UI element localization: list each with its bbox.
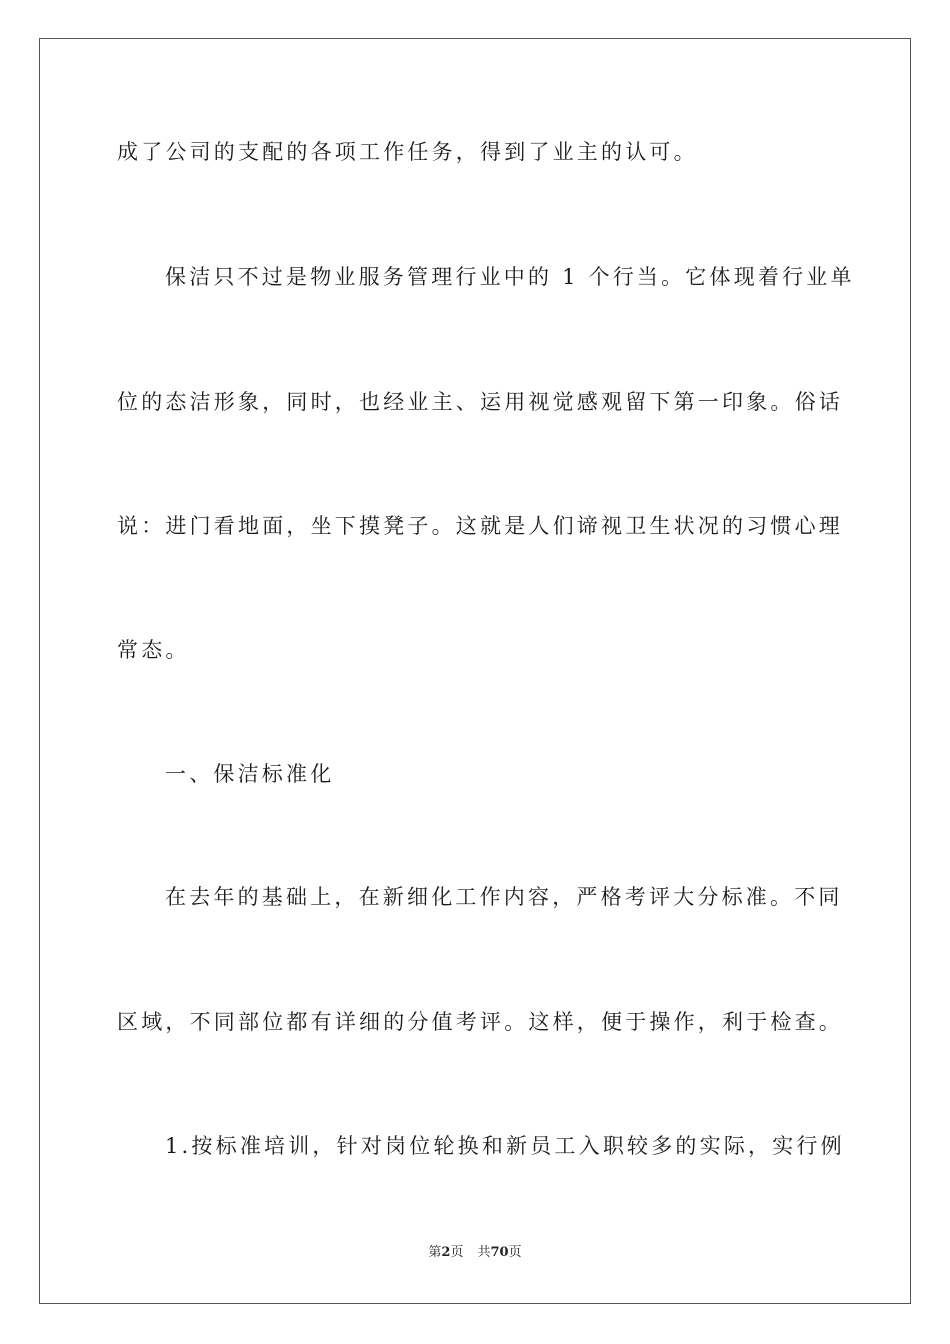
footer-total-suffix: 页 <box>508 1245 522 1260</box>
body-text-line: 在去年的基础上，在新细化工作内容，严格考评大分标准。不同 <box>165 885 843 909</box>
footer-total-pages: 70 <box>490 1245 509 1260</box>
footer-page-suffix: 页 <box>450 1245 464 1260</box>
footer-page-prefix: 第 <box>428 1245 442 1260</box>
body-text-line: 区域，不同部位都有详细的分值考评。这样，便于操作，利于检查。 <box>117 1010 843 1034</box>
page-border <box>39 38 911 1304</box>
footer-page-number: 2 <box>441 1245 451 1260</box>
page-footer <box>0 1241 950 1260</box>
body-text-line: 保洁只不过是物业服务管理行业中的 1 个行当。它体现着行业单 <box>165 265 855 289</box>
body-text-line: 常态。 <box>117 638 190 662</box>
body-text-line: 1.按标准培训，针对岗位轮换和新员工入职较多的实际，实行例 <box>165 1134 845 1158</box>
body-text-line: 说：进门看地面，坐下摸凳子。这就是人们谛视卫生状况的习惯心理 <box>117 514 843 538</box>
section-heading: 一、保洁标准化 <box>165 762 335 786</box>
footer-total-prefix: 共 <box>477 1245 491 1260</box>
body-text-line: 位的态洁形象，同时，也经业主、运用视觉感观留下第一印象。俗话 <box>117 390 843 414</box>
body-text-line: 成了公司的支配的各项工作任务，得到了业主的认可。 <box>117 140 698 164</box>
